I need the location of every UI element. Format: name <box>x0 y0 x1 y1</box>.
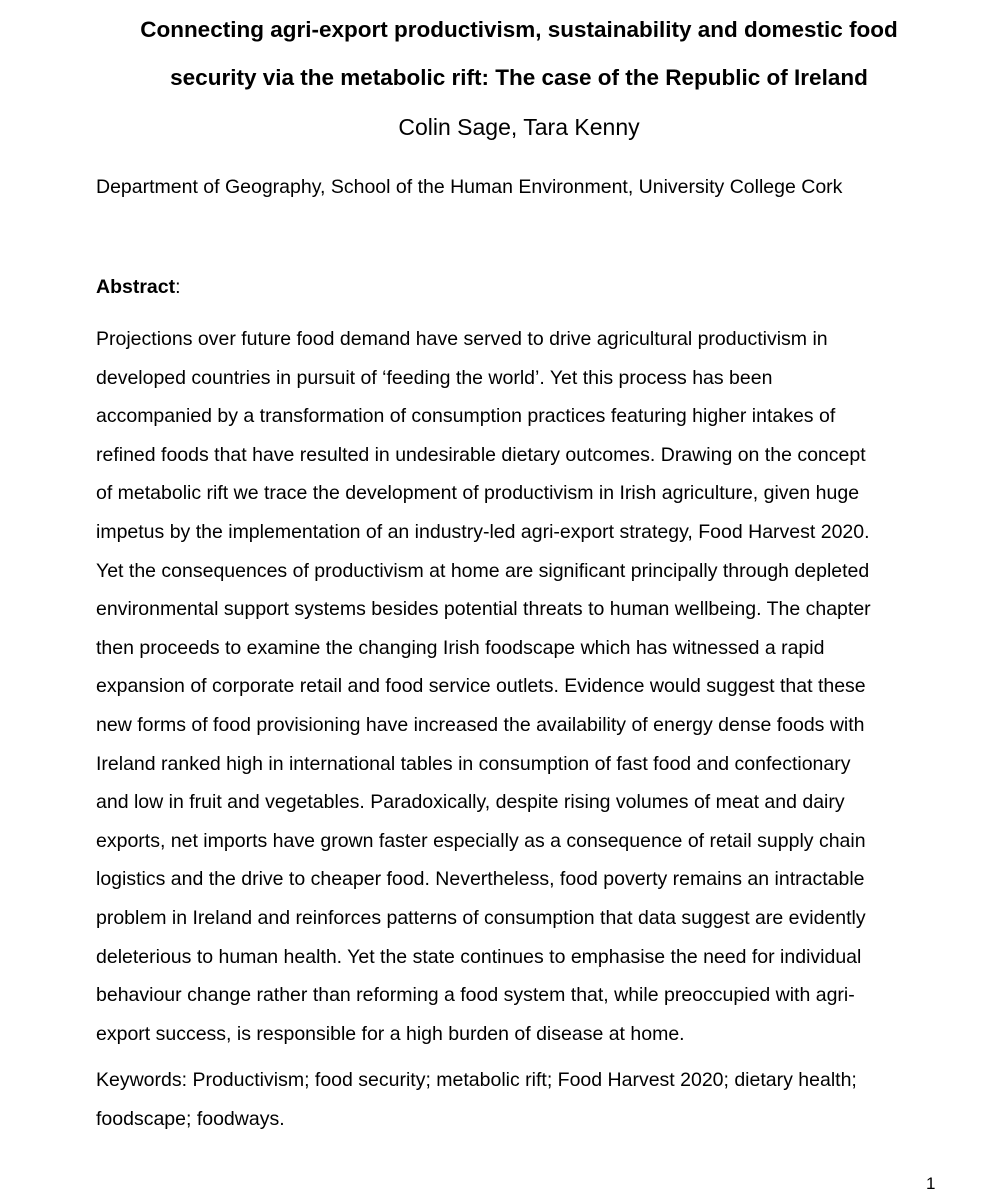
keywords <box>96 1061 936 1138</box>
abstract-line: of metabolic rift we trace the development of productivism in Irish agriculture, given huge <box>96 482 860 505</box>
title-line-1: Connecting agri-export productivism, sustainability and domestic food <box>140 17 898 42</box>
title-line-2: security via the metabolic rift: The case of the Republic of Ireland <box>170 65 868 90</box>
abstract-line: expansion of corporate retail and food service outlets. Evidence would suggest that these <box>96 675 866 698</box>
abstract-line: exports, net imports have grown faster especially as a consequence of retail supply chain <box>96 829 866 852</box>
abstract-line: behaviour change rather than reforming a food system that, while preoccupied with agri- <box>96 984 855 1007</box>
abstract-line: export success, is responsible for a high burden of disease at home. <box>96 1022 685 1045</box>
abstract-line: problem in Ireland and reinforces patterns of consumption that data suggest are evidently <box>96 906 866 929</box>
keywords-line: Keywords: Productivism; food security; metabolic rift; Food Harvest 2020; dietary health; <box>96 1069 857 1091</box>
abstract-body <box>96 320 936 1053</box>
abstract-line: impetus by the implementation of an industry-led agri-export strategy, Food Harvest 2020. <box>96 520 870 543</box>
abstract-line: environmental support systems besides potential threats to human wellbeing. The chapter <box>96 598 871 621</box>
abstract-line: Ireland ranked high in international tables in consumption of fast food and confectionary <box>96 752 851 775</box>
abstract-line: Yet the consequences of productivism at home are significant principally through depleted <box>96 559 870 582</box>
abstract-line: Projections over future food demand have served to drive agricultural productivism in <box>96 328 828 350</box>
affiliation: Department of Geography, School of the Human Environment, University College Cork <box>96 176 843 198</box>
abstract-line: and low in fruit and vegetables. Paradoxically, despite rising volumes of meat and dairy <box>96 791 845 814</box>
page-number: 1 <box>926 1174 936 1193</box>
abstract-heading-label: Abstract <box>96 276 176 298</box>
paper-title <box>110 6 928 102</box>
author-list: Colin Sage, Tara Kenny <box>398 114 640 140</box>
abstract-line: deleterious to human health. Yet the state continues to emphasise the need for individual <box>96 945 862 968</box>
abstract-line: developed countries in pursuit of ‘feeding the world’. Yet this process has been <box>96 366 773 389</box>
abstract-line: new forms of food provisioning have increased the availability of energy dense foods with <box>96 713 865 736</box>
abstract-line: accompanied by a transformation of consumption practices featuring higher intakes of <box>96 405 836 428</box>
abstract-line: refined foods that have resulted in undesirable dietary outcomes. Drawing on the concept <box>96 443 866 466</box>
abstract-line: logistics and the drive to cheaper food. Nevertheless, food poverty remains an intractable <box>96 868 865 891</box>
abstract-heading <box>96 272 181 302</box>
abstract-line: then proceeds to examine the changing Irish foodscape which has witnessed a rapid <box>96 636 825 659</box>
keywords-line: foodscape; foodways. <box>96 1107 285 1130</box>
abstract-heading-colon: : <box>175 276 181 298</box>
